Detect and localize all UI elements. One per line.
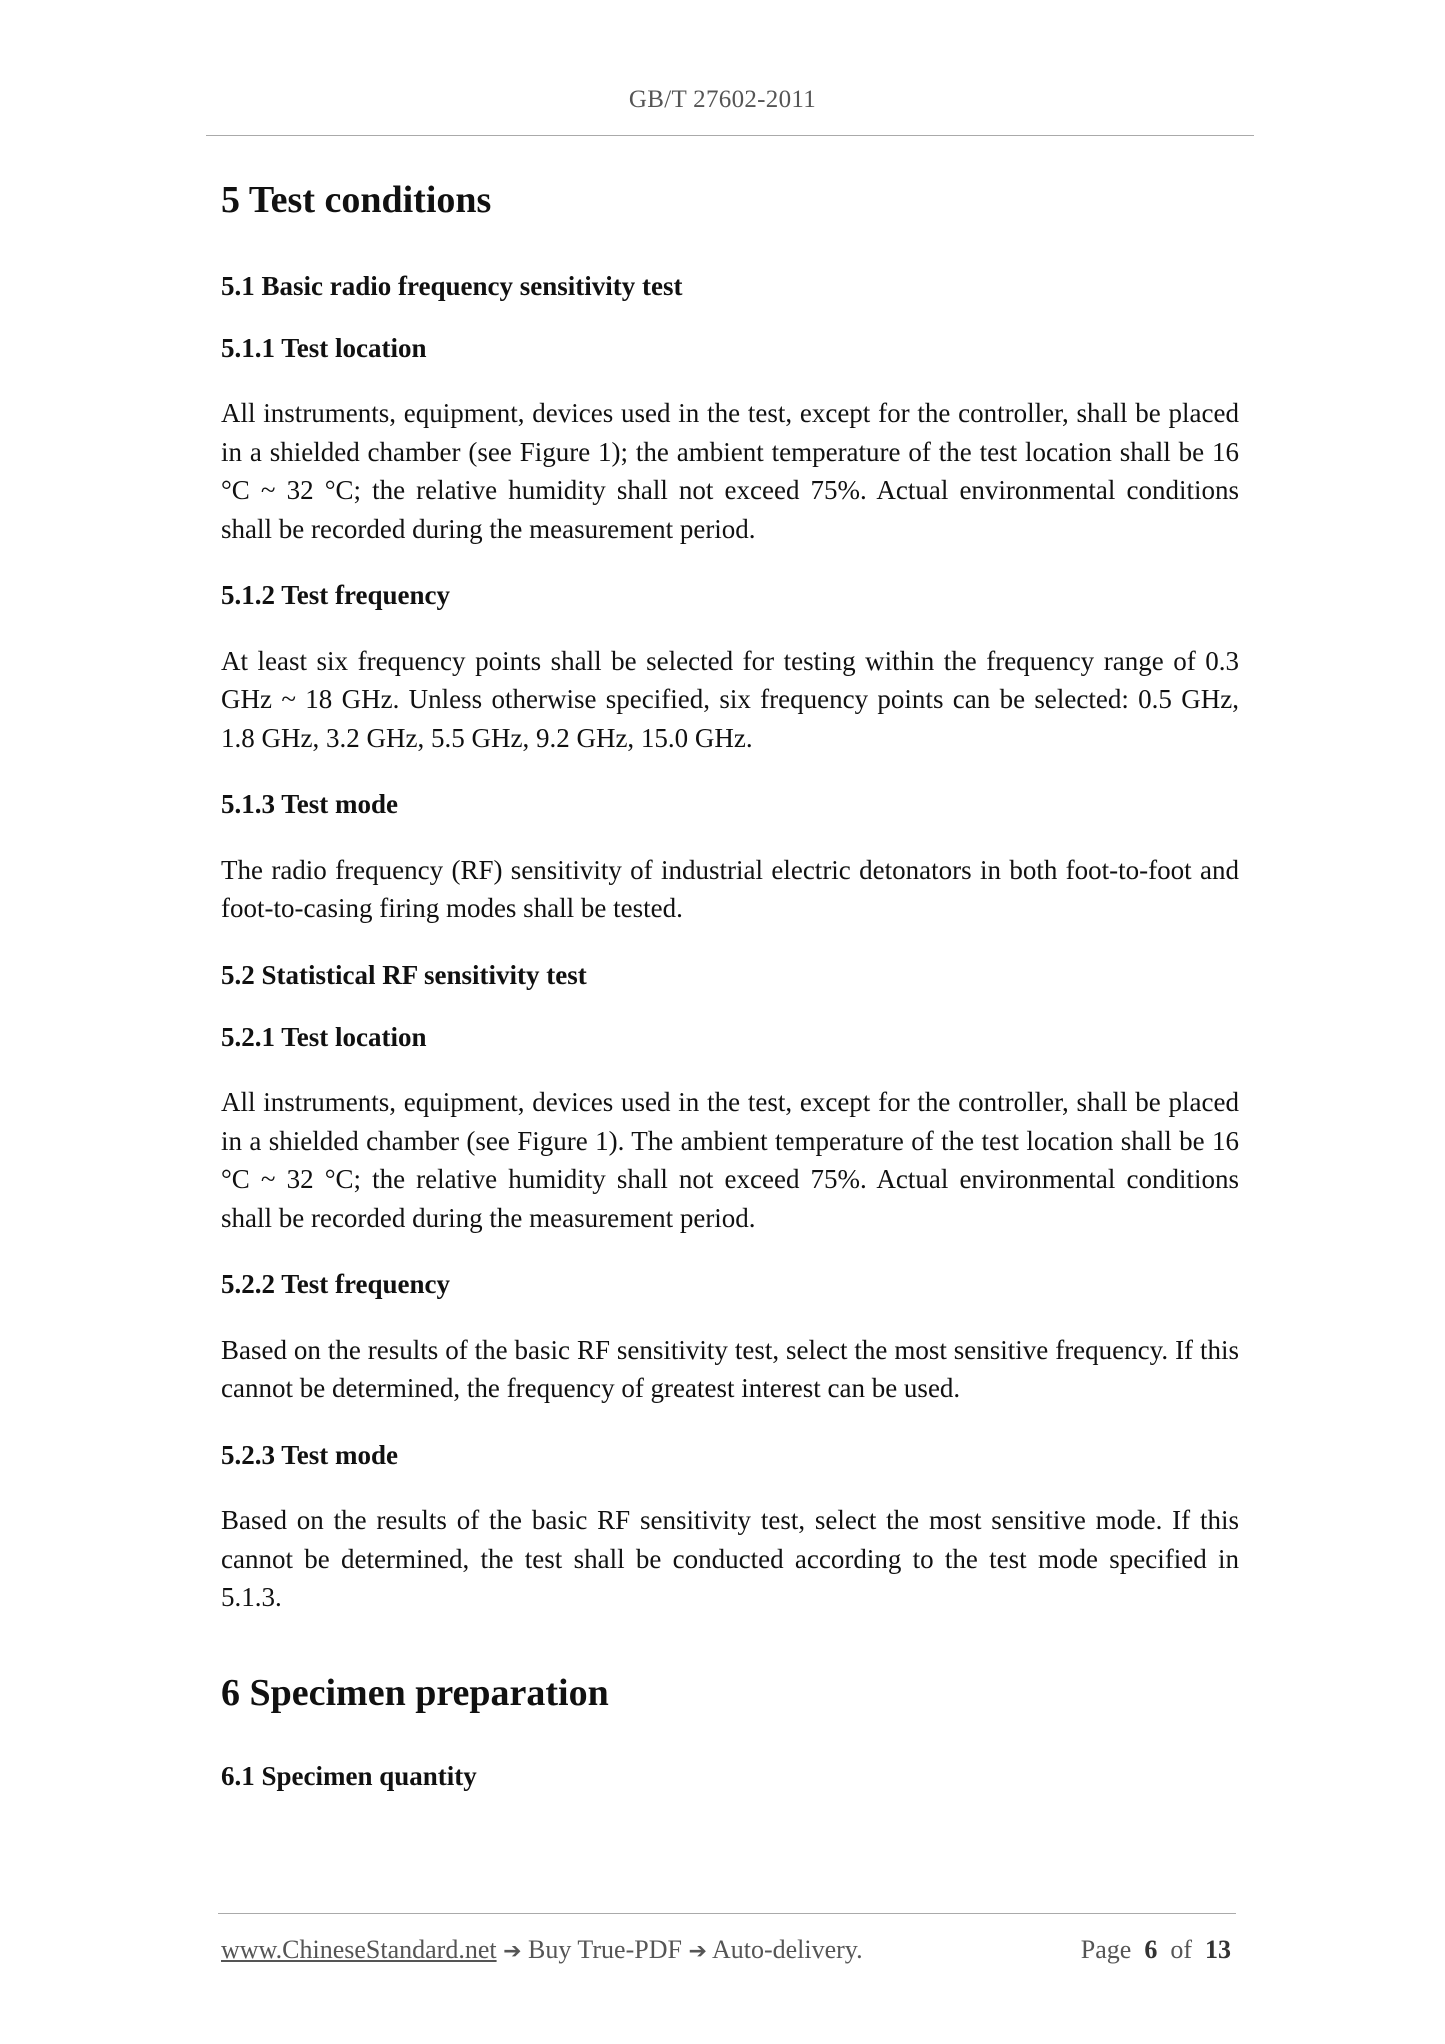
section-5-2-2-text: Based on the results of the basic RF sensitivity test, select the most sensitive frequency. If this cannot be determined, the frequency of greatest interest can be used. (221, 1334, 1239, 1404)
page-header: GB/T 27602-2011 (628, 86, 817, 113)
footer-divider (218, 1913, 1236, 1914)
document-body (221, 178, 1239, 1823)
buy-pdf-text: Buy True-PDF (528, 1935, 682, 1964)
section-5-1-3-text: The radio frequency (RF) sensitivity of industrial electric detonators in both foot-to-foot and foot-to-casing firing modes shall be tested. (221, 854, 1239, 924)
section-5-1-1-heading: 5.1.1 Test location (221, 332, 427, 363)
section-5-1-2-heading: 5.1.2 Test frequency (221, 580, 451, 611)
section-5-2-3-text: Based on the results of the basic RF sensitivity test, select the most sensitive mode. If this cannot be determined, the test shall be conducted according to the test mode specified in 5.1.3. (221, 1505, 1239, 1613)
auto-delivery-text: Auto-delivery. (711, 1935, 863, 1964)
section-5-heading: 5 Test conditions (221, 179, 492, 221)
section-6-heading: 6 Specimen preparation (221, 1671, 609, 1714)
section-5-2-1-heading: 5.2.1 Test location (221, 1022, 427, 1053)
section-5-1-3-heading: 5.1.3 Test mode (221, 789, 399, 820)
section-5-2-heading: 5.2 Statistical RF sensitivity test (221, 959, 587, 990)
section-5-2-3-heading: 5.2.3 Test mode (221, 1439, 399, 1470)
section-6-1-heading: 6.1 Specimen quantity (221, 1761, 477, 1792)
section-5-1-1-text: All instruments, equipment, devices used in the test, except for the controller, shall be placed in a shielded chamber (see Figure 1); the ambient temperature of the test location shall be 16 °C ~ 32 °C; the relative humidity shall not exceed 75%. Actual environmental conditions shall be recorded during the measurement period. (221, 398, 1239, 544)
website-link[interactable]: www.ChineseStandard.net (221, 1935, 497, 1964)
page-number (1081, 1935, 1231, 1965)
header-divider (206, 135, 1254, 136)
right-arrow-icon: ➔ (503, 1939, 522, 1964)
footer-promo (221, 1935, 863, 1965)
page-label: Page (1080, 1935, 1132, 1964)
page-current: 6 (1144, 1935, 1158, 1964)
section-5-1-2-text: At least six frequency points shall be selected for testing within the frequency range of 0.3 GHz ~ 18 GHz. Unless otherwise specified, six frequency points can be selected: 0.5 GHz, 1.8 GHz, 3.2 GHz, 5.5 GHz, 9.2 GHz, 15.0 GHz. (221, 645, 1239, 753)
section-5-2-1-text: All instruments, equipment, devices used in the test, except for the controller, shall be placed in a shielded chamber (see Figure 1). The ambient temperature of the test location shall be 16 °C ~ 32 °C; the relative humidity shall not exceed 75%. Actual environmental conditions shall be recorded during the measurement period. (221, 1087, 1239, 1233)
section-5-2-2-heading: 5.2.2 Test frequency (221, 1269, 451, 1300)
page-total: 13 (1205, 1935, 1231, 1964)
page-of: of (1170, 1935, 1192, 1964)
right-arrow-icon: ➔ (688, 1939, 707, 1964)
section-5-1-heading: 5.1 Basic radio frequency sensitivity test (221, 270, 683, 301)
